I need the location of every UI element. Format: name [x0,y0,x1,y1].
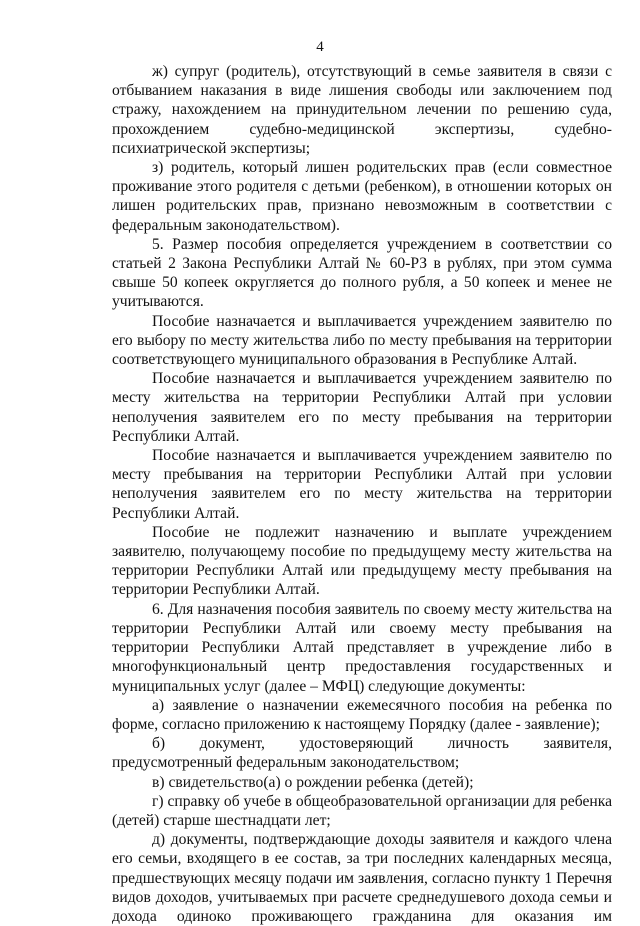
paragraph-z-parent-deprived: з) родитель, который лишен родительских прав (если совместное проживание этого родителя с детьми (ребенком), в отношении которых он лишен родительских прав, признано невозможным в соответствии с федеральным законодательством). [112,159,612,234]
paragraph-zh-spouse-absent: ж) супруг (родитель), отсутствующий в семье заявителя в связи с отбыванием наказания в виде лишения свободы или заключением под стражу, нахождением на принудительном лечении по решению суда, прохождением судебно-медицинской экспертизы, судебно-психиатрической экспертизы; [112,63,612,157]
paragraph-benefit-stay: Пособие назначается и выплачивается учреждением заявителю по месту пребывания на территории Республики Алтай при условии неполучения заявителем его по месту жительства на территории Республики Алтай. [112,447,612,522]
list-item-v-birth-certificate: в) свидетельство(а) о рождении ребенка (детей); [152,773,474,791]
paragraph-benefit-not-assigned: Пособие не подлежит назначению и выплате учреждением заявителю, получающему пособие по предыдущему месту жительства на территории Республики Алтай или предыдущему месту пребывания на территории Республики Алтай. [112,523,612,599]
list-item-b-identity: б) документ, удостоверяющий личность заявителя, предусмотренный федеральным законодательством; [112,735,612,772]
list-item-g-school-certificate: г) справку об учебе в общеобразовательной организации для ребенка (детей) старше шестнадцати лет; [112,792,612,829]
paragraph-benefit-by-choice: Пособие назначается и выплачивается учреждением заявителю по его выбору по месту жительства либо по месту пребывания на территории соответствующего муниципального образования в Республике Алтай. [112,312,612,369]
page-number: 4 [316,39,324,55]
paragraph-5-benefit-amount: 5. Размер пособия определяется учреждением в соответствии со статьей 2 Закона Республики Алтай № 60-РЗ в рублях, при этом сумма свыше 50 копеек округляется до полного рубля, а 50 копеек и менее не учитываются. [112,235,612,311]
list-item-a-application: а) заявление о назначении ежемесячного пособия на ребенка по форме, согласно приложению к настоящему Порядку (далее - заявление); [112,696,612,733]
paragraph-benefit-residence: Пособие назначается и выплачивается учреждением заявителю по месту жительства на территории Республики Алтай при условии неполучения заявителем его по месту пребывания на территории Республики Алтай. [112,370,612,445]
paragraph-6-documents: 6. Для назначения пособия заявитель по своему месту жительства на территории Республики Алтай или своему месту пребывания на территории Республики Алтай представляет в учреждение либо в многофункциональный центр предоставления государственных и муниципальных услуг (далее – МФЦ) следующие документы: [112,600,612,695]
list-item-d-income-documents: д) документы, подтверждающие доходы заявителя и каждого члена его семьи, входящего в ее состав, за три последних календарных месяца, предшествующих месяцу подачи им заявления, согласно пункту 1 Перечня видов доходов, учитываемых при расчете среднедушевого дохода семьи и дохода одиноко проживающего гражданина для оказания им [112,831,612,925]
document-body [112,62,612,926]
